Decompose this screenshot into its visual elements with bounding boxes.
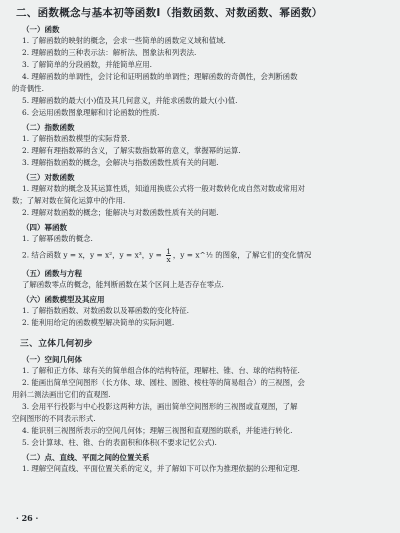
list-item: 3. 了解简单的分段函数，并能简单应用. [22, 60, 153, 69]
list-item: 2. 能画出简单空间图形（长方体、球、圆柱、圆锥、棱柱等的简易组合）的三视图，会 [22, 378, 305, 387]
list-item: 了解函数零点的概念，能判断函数在某个区间上是否存在零点. [22, 280, 224, 289]
list-item-continuation: 空间图形的不同表示形式. [12, 414, 96, 423]
list-item: 6. 会运用函数图象理解和讨论函数的性质. [22, 108, 160, 117]
section-heading-function: （一）函数 [22, 25, 60, 34]
section-heading-model: （六）函数模型及其应用 [22, 295, 105, 304]
list-item: 3. 理解指数函数的概念，会解决与指数函数性质有关的问题. [22, 158, 219, 167]
list-item: 1. 了解和正方体、球有关的简单组合体的结构特征，理解柱、锥、台、球的结构特征. [22, 366, 300, 375]
list-item: 5. 理解函数的最大(小)值及其几何意义，并能求函数的最大(小)值. [22, 96, 238, 105]
list-item-continuation: 的奇偶性. [12, 84, 44, 93]
section-heading-relations: （二）点、直线、平面之间的位置关系 [22, 453, 150, 462]
section-heading-exponential: （二）指数函数 [22, 123, 75, 132]
section-heading-logarithmic: （三）对数函数 [22, 173, 75, 182]
list-item: 1. 了解幂函数的概念. [22, 234, 93, 243]
list-item: 1. 了解指数函数模型的实际背景. [22, 134, 130, 143]
list-item-formula: 2. 结合函数 y = x，y = x²，y = x³，y = $\frac{1}{x}$ ，y = x^½ 的图象，了解它们的变化情况 [22, 248, 312, 263]
page-number: · 26 · [16, 513, 39, 523]
list-item: 4. 能识别三视图所表示的空间几何体；理解三视图和直观图的联系，并能进行转化. [22, 426, 293, 435]
list-item: 3. 会用平行投影与中心投影这两种方法，画出简单空间图形的三视图或直观图，了解 [22, 402, 298, 411]
list-item-continuation: 用斜二测法画出它们的直观图. [12, 390, 111, 399]
section-heading-power: （四）幂函数 [22, 223, 67, 232]
page-title: 二、函数概念与基本初等函数Ⅰ（指数函数、对数函数、幂函数） [16, 7, 323, 19]
list-item: 2. 理解对数函数的概念；能解决与对数函数性质有关的问题. [22, 208, 219, 217]
list-item: 1. 理解空间直线、平面位置关系的定义，并了解如下可以作为推理依据的公理和定理. [22, 464, 300, 473]
list-item: 1. 了解指数函数、对数函数以及幂函数的变化特征. [22, 306, 189, 315]
section-heading-equation: （五）函数与方程 [22, 269, 82, 278]
list-item: 2. 能利用给定的函数模型解决简单的实际问题. [22, 318, 175, 327]
list-item: 4. 理解函数的单调性，会讨论和证明函数的单调性；理解函数的奇偶性，会判断函数 [22, 72, 298, 81]
list-item: 2. 理解有理指数幂的含义，了解实数指数幂的意义，掌握幂的运算. [22, 146, 241, 155]
section-title-geometry: 三、立体几何初步 [20, 339, 93, 349]
section-heading-solid: （一）空间几何体 [22, 355, 82, 364]
list-item: 2. 理解函数的三种表示法：解析法、图象法和列表法. [22, 48, 197, 57]
list-item: 1. 了解函数的映射的概念，会求一些简单的函数定义域和值域. [22, 36, 226, 45]
list-item: 1. 理解对数的概念及其运算性质，知道用换底公式将一般对数转化成自然对数或常用对 [22, 184, 305, 193]
list-item: 5. 会计算球、柱、锥、台的表面积和体积(不要求记忆公式). [22, 438, 217, 447]
list-item-continuation: 数；了解对数在简化运算中的作用. [12, 196, 126, 205]
